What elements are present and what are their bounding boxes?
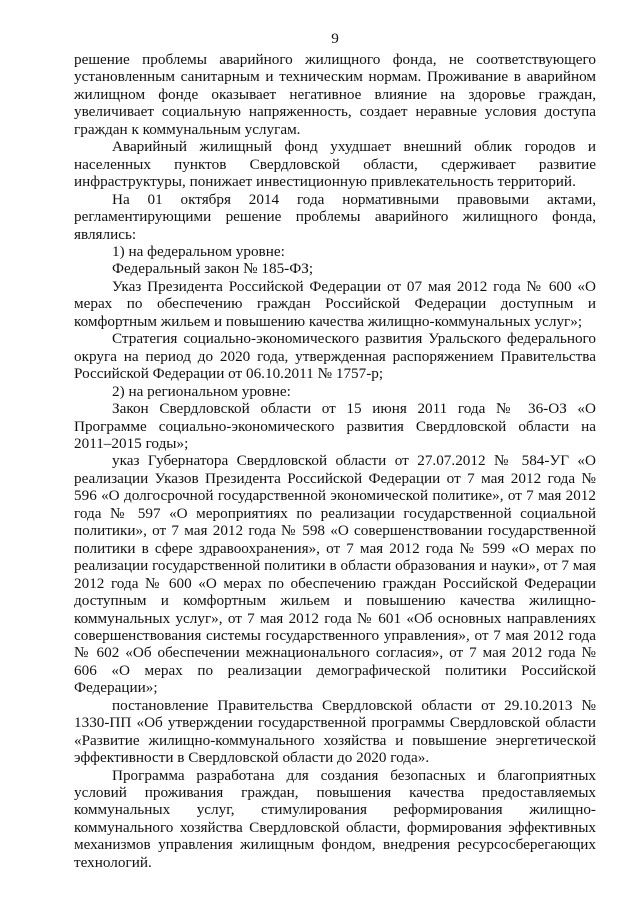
paragraph-government-resolution: постановление Правительства Свердловской области от 29.10.2013 № 1330-ПП «Об утверждении государственной программы Свердловской области «Развитие жилищно-коммунального хозяйства и повышение энергетической эффективности в Свердловской области до 2020 года». — [74, 696, 596, 767]
paragraph-emergency-housing-impact: Аварийный жилищный фонд ухудшает внешний облик городов и населенных пунктов Свердловской области, сдерживает развитие инфраструктуры, понижает инвестиционную привлекательность территорий. — [74, 138, 596, 191]
paragraph-governor-decree: указ Губернатора Свердловской области от 27.07.2012 № 584-УГ «О реализации Указов Президента Российской Федерации от 7 мая 2012 года № 596 «О долгосрочной государственной экономической политике», от 7 мая 2012 года № 597 «О мероприятиях по реализации государственной социальной политики», от 7 мая 2012 года № 598 «О совершенствовании государственной политики в сфере здравоохранения», от 7 мая 2012 года № 599 «О мерах по реализации государственной политики в области образования и науки», от 7 мая 2012 года № 600 «О мерах по обеспечению граждан Российской Федерации доступным и комфортным жильем и повышению качества жилищно-коммунальных услуг», от 7 мая 2012 года № 601 «Об основных направлениях совершенствования системы государственного управления», от 7 мая 2012 года № 602 «Об обеспечении межнационального согласия», от 7 мая 2012 года № 606 «О мерах по реализации демографической политики Российской Федерации»; — [74, 452, 596, 697]
paragraph-presidential-decree: Указ Президента Российской Федерации от 07 мая 2012 года № 600 «О мерах по обеспечению граждан Российской Федерации доступным и комфортным жильем и повышению качества жилищно-коммунальных услуг»; — [74, 277, 596, 330]
paragraph-regional-law: Закон Свердловской области от 15 июня 2011 года № 36-ОЗ «О Программе социально-экономического развития Свердловской области на 2011–2015 годы»; — [74, 400, 596, 452]
paragraph-program-purpose: Программа разработана для создания безопасных и благоприятных условий проживания граждан, повышения качества предоставляемых коммунальных услуг, стимулирования реформирования жилищно-коммунального хозяйства Свердловской области, формирования эффективных механизмов управления жилищным фондом, внедрения ресурсосберегающих технологий. — [74, 766, 596, 871]
paragraph-federal-level-heading: 1) на федеральном уровне: — [112, 242, 285, 260]
document-page — [74, 30, 596, 871]
paragraph-federal-law: Федеральный закон № 185-ФЗ; — [112, 260, 314, 278]
paragraph-emergency-housing-problem: решение проблемы аварийного жилищного фонда, не соответствующего установленным санитарным и техническим нормам. Проживание в аварийном жилищном фонде оказывает негативное влияние на здоровье граждан, увеличивает социальную напряженность, создает неравные условия доступа граждан к коммунальным услугам. — [74, 51, 596, 138]
paragraph-normative-acts-intro: На 01 октября 2014 года нормативными правовыми актами, регламентирующими решение проблемы аварийного жилищного фонда, являлись: — [74, 190, 596, 243]
paragraph-regional-level-heading: 2) на региональном уровне: — [112, 382, 291, 400]
page-number: 9 — [331, 30, 339, 47]
paragraph-ural-strategy: Стратегия социально-экономического развития Уральского федерального округа на период до 2020 года, утвержденная распоряжением Правительства Российской Федерации от 06.10.2011 № 1757-р; — [74, 330, 596, 383]
